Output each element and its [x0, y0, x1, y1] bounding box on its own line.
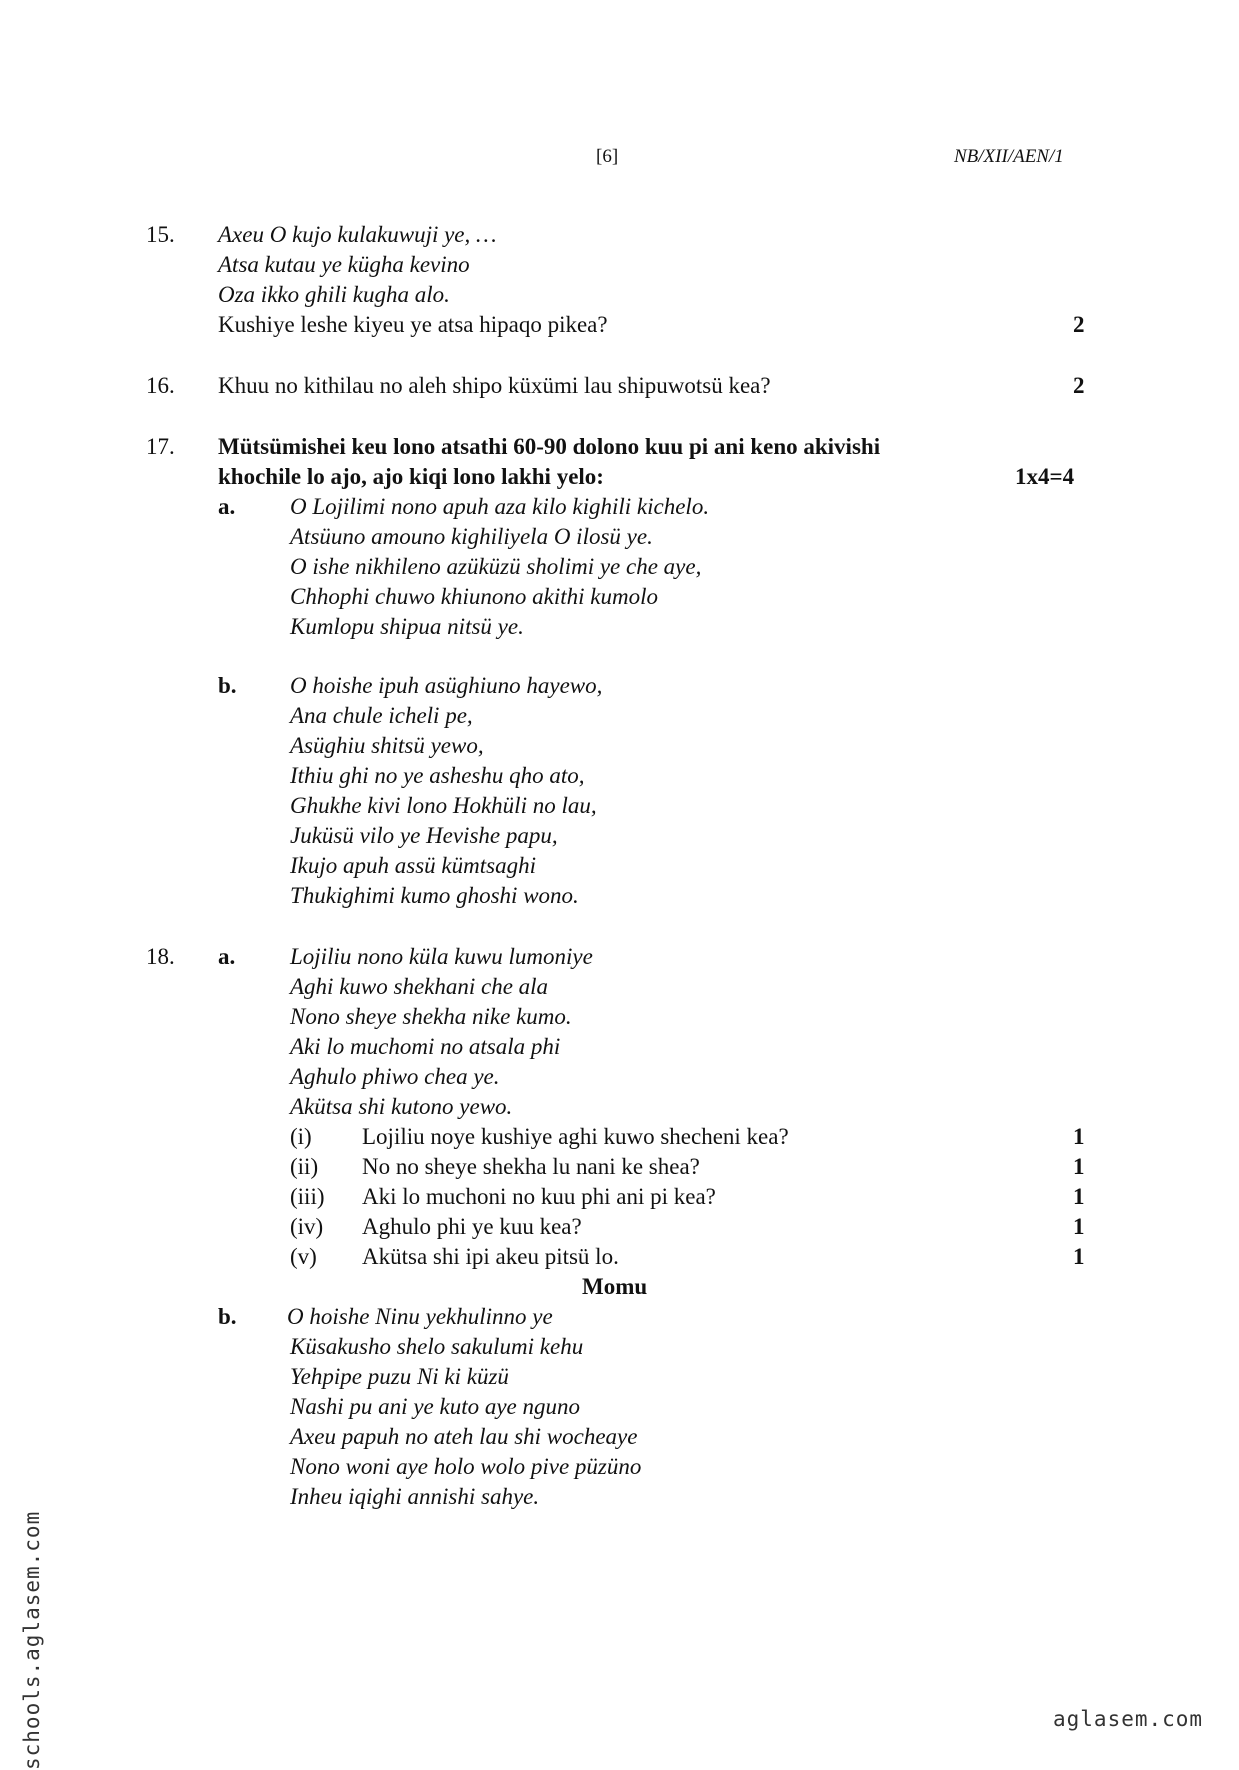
q18-a-verse-line: Aghi kuwo shekhani che ala [290, 974, 549, 999]
side-watermark: schools.aglasem.com [20, 1510, 44, 1770]
q17-instruction: Mütsümishei keu lono atsathi 60-90 dolono kuu pi ani keno akivishi [218, 434, 881, 459]
q18-b-verse-line: Inheu iqighi annishi sahye. [290, 1484, 540, 1509]
q18-b-label: b. [218, 1304, 237, 1329]
q18-b-verse-line: Nono woni aye holo wolo pive püzüno [290, 1454, 642, 1479]
q17-b-verse-line: O hoishe ipuh asüghiuno hayewo, [290, 673, 603, 698]
q18-a-verse-line: Aki lo muchomi no atsala phi [290, 1034, 561, 1059]
paper-code: NB/XII/AEN/1 [954, 146, 1064, 167]
q16-question: Khuu no kithilau no aleh shipo küxümi lau shipuwotsü kea? [218, 373, 771, 398]
question-number-18: 18. [146, 944, 175, 969]
q18-sub-question: Lojiliu noye kushiye aghi kuwo shecheni kea? [362, 1124, 789, 1149]
q17-b-verse-line: Ghukhe kivi lono Hokhüli no lau, [290, 793, 597, 818]
q18-sub-question: No no sheye shekha lu nani ke shea? [362, 1154, 700, 1179]
q18-a-verse-line: Lojiliu nono küla kuwu lumoniye [290, 944, 593, 969]
q18-sub-question-number: (iv) [290, 1214, 324, 1239]
q17-b-verse-line: Asüghiu shitsü yewo, [290, 733, 484, 758]
q18-sub-question: Aki lo muchoni no kuu phi ani pi kea? [362, 1184, 716, 1209]
q15-verse-line: Axeu O kujo kulakuwuji ye, … [218, 222, 497, 247]
q18-b-verse-line: O hoishe Ninu yekhulinno ye [287, 1304, 553, 1329]
q18-b-verse-line: Küsakusho shelo sakulumi kehu [290, 1334, 584, 1359]
q18-a-verse-line: Akütsa shi kutono yewo. [290, 1094, 513, 1119]
q15-verse-line: Atsa kutau ye kügha kevino [218, 252, 470, 277]
q17-b-verse-line: Ikujo apuh assü kümtsaghi [290, 853, 536, 878]
q18-sub-question-marks: 1 [1073, 1184, 1085, 1209]
q17-a-verse-line: O Lojilimi nono apuh aza kilo kighili kichelo. [290, 494, 710, 519]
q17-a-verse-line: O ishe nikhileno azüküzü sholimi ye che aye, [290, 554, 702, 579]
q17-a-verse-line: Kumlopu shipua nitsü ye. [290, 614, 524, 639]
q17-b-verse-line: Juküsü vilo ye Hevishe papu, [290, 823, 558, 848]
q18-sub-question: Akütsa shi ipi akeu pitsü lo. [362, 1244, 619, 1269]
q18-sub-question-marks: 1 [1073, 1214, 1085, 1239]
q17-instruction: khochile lo ajo, ajo kiqi lono lakhi yelo: [218, 464, 604, 489]
q18-sub-question: Aghulo phi ye kuu kea? [362, 1214, 582, 1239]
q17-b-verse-line: Ana chule icheli pe, [290, 703, 473, 728]
page-number: [6] [596, 146, 619, 167]
q17-b-label: b. [218, 673, 237, 698]
q18-sub-question-marks: 1 [1073, 1124, 1085, 1149]
q17-b-verse-line: Ithiu ghi no ye asheshu qho ato, [290, 763, 585, 788]
q18-sub-question-number: (ii) [290, 1154, 319, 1179]
q15-marks: 2 [1073, 312, 1085, 337]
q18-sub-question-marks: 1 [1073, 1244, 1085, 1269]
q18-b-verse-line: Axeu papuh no ateh lau shi wocheaye [290, 1424, 638, 1449]
question-number-17: 17. [146, 434, 175, 459]
question-number-16: 16. [146, 373, 175, 398]
q17-marks: 1x4=4 [1015, 464, 1075, 489]
q15-verse-line: Oza ikko ghili kugha alo. [218, 282, 450, 307]
q18-b-verse-line: Yehpipe puzu Ni ki küzü [290, 1364, 509, 1389]
q17-a-verse-line: Chhophi chuwo khiunono akithi kumolo [290, 584, 658, 609]
q18-sub-question-marks: 1 [1073, 1154, 1085, 1179]
or-separator: Momu [582, 1274, 648, 1299]
q17-a-verse-line: Atsüuno amouno kighiliyela O ilosü ye. [290, 524, 653, 549]
q17-a-label: a. [218, 494, 236, 519]
q16-marks: 2 [1073, 373, 1085, 398]
q18-sub-question-number: (iii) [290, 1184, 325, 1209]
question-number-15: 15. [146, 222, 175, 247]
q18-sub-question-number: (v) [290, 1244, 317, 1269]
q17-b-verse-line: Thukighimi kumo ghoshi wono. [290, 883, 579, 908]
q18-b-verse-line: Nashi pu ani ye kuto aye nguno [290, 1394, 581, 1419]
bottom-watermark: aglasem.com [1053, 1707, 1204, 1731]
q18-a-verse-line: Aghulo phiwo chea ye. [290, 1064, 500, 1089]
q18-a-label: a. [218, 944, 236, 969]
q15-question: Kushiye leshe kiyeu ye atsa hipaqo pikea? [218, 312, 608, 337]
q18-a-verse-line: Nono sheye shekha nike kumo. [290, 1004, 572, 1029]
q18-sub-question-number: (i) [290, 1124, 312, 1149]
